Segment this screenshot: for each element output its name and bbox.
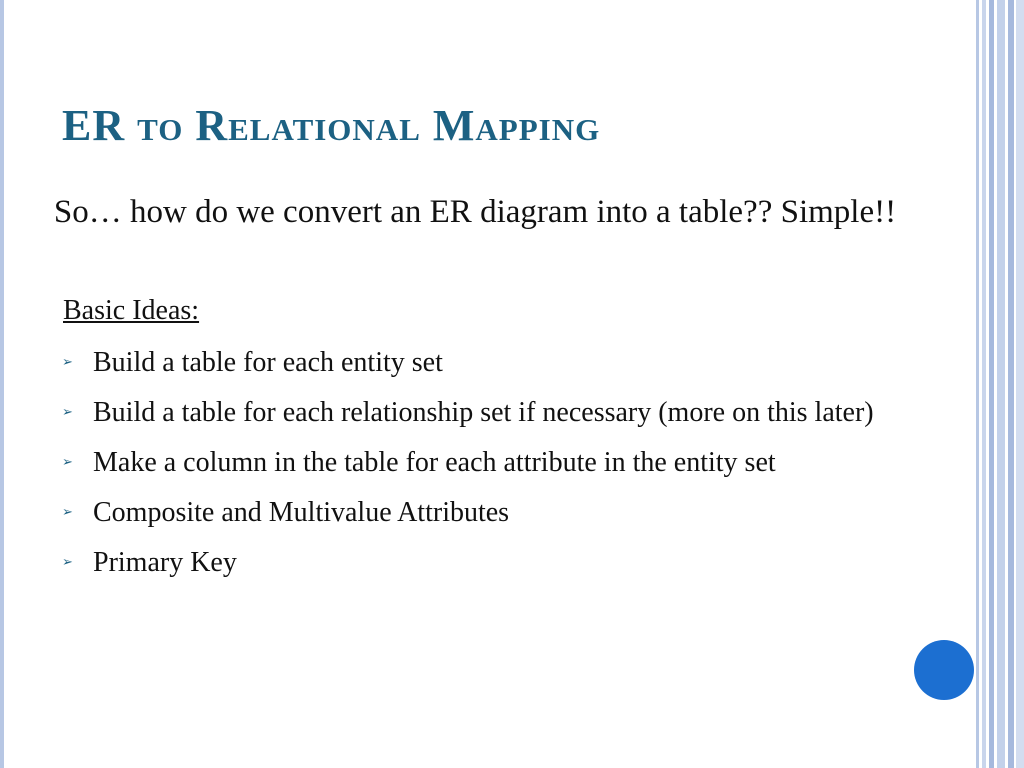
left-border — [0, 0, 4, 768]
right-stripe — [982, 0, 986, 768]
right-stripe — [997, 0, 1005, 768]
arrowhead-right-icon: ➢ — [62, 505, 73, 520]
bullet-text: Build a table for each entity set — [93, 347, 443, 378]
bullet-text: Primary Key — [93, 547, 237, 578]
basic-ideas-heading: Basic Ideas: — [63, 295, 200, 326]
arrowhead-right-icon: ➢ — [62, 405, 73, 420]
bullet-text: Build a table for each relationship set if necessary (more on this later) — [93, 397, 874, 428]
right-stripe — [1008, 0, 1014, 768]
intro-text: So… how do we convert an ER diagram into a table?? Simple!! — [53, 194, 897, 230]
right-stripe — [1016, 0, 1024, 768]
right-stripe — [976, 0, 979, 768]
bullet-text: Make a column in the table for each attribute in the entity set — [93, 447, 776, 478]
bullet-list — [62, 343, 902, 593]
bullet-item — [62, 493, 902, 533]
bullet-item — [62, 343, 902, 383]
accent-circle — [914, 640, 974, 700]
arrowhead-right-icon: ➢ — [62, 555, 73, 570]
arrowhead-right-icon: ➢ — [62, 355, 73, 370]
arrowhead-right-icon: ➢ — [62, 455, 73, 470]
bullet-text: Composite and Multivalue Attributes — [93, 497, 510, 528]
bullet-item — [62, 393, 902, 433]
slide-title: ER to Relational Mapping — [62, 101, 601, 150]
bullet-item — [62, 443, 902, 483]
bullet-item — [62, 543, 902, 583]
right-stripe — [989, 0, 994, 768]
